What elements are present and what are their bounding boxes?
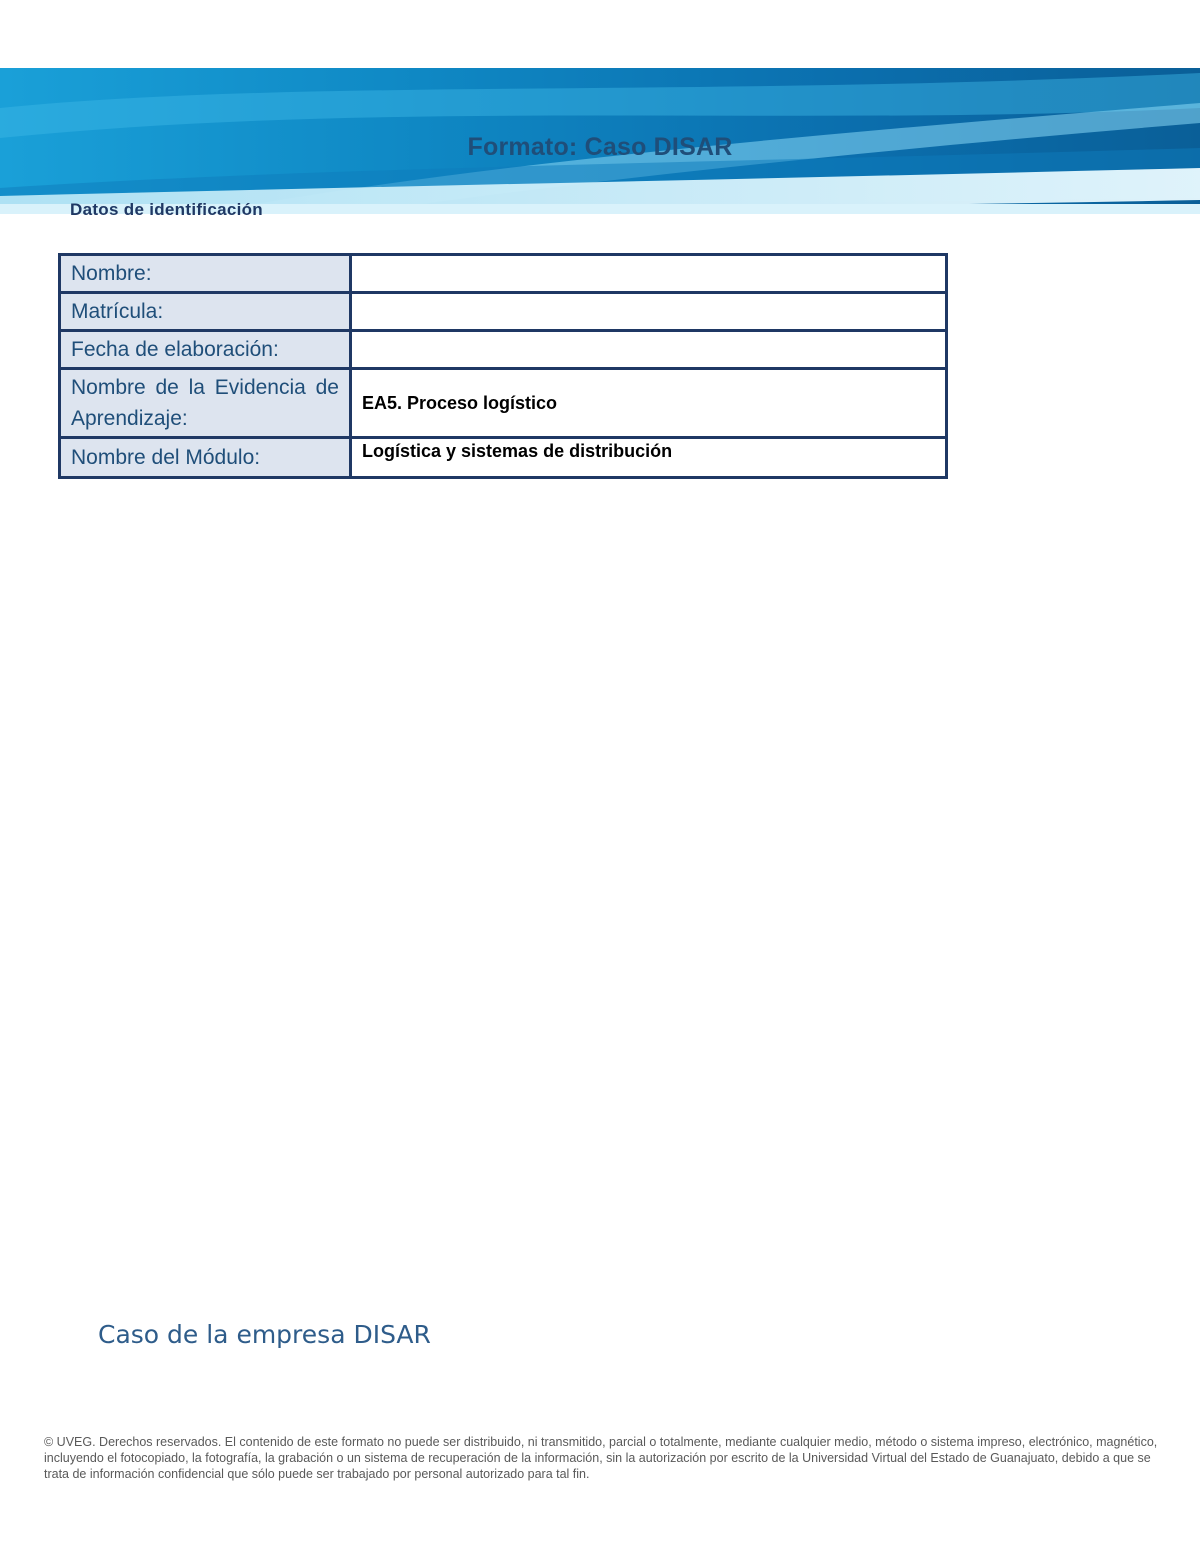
date-field[interactable] [351, 331, 947, 369]
enrollment-field[interactable] [351, 293, 947, 331]
identification-heading: Datos de identificación [70, 200, 263, 219]
page-title: Formato: Caso DISAR [467, 133, 733, 161]
module-field[interactable]: Logística y sistemas de distribución [351, 438, 947, 478]
name-label: Nombre: [60, 255, 351, 293]
enrollment-label: Matrícula: [60, 293, 351, 331]
table-row [60, 255, 947, 293]
evidence-label: Nombre de la Evidencia de Aprendizaje: [60, 369, 351, 438]
table-row [60, 369, 947, 438]
module-label: Nombre del Módulo: [60, 438, 351, 478]
copyright-notice: © UVEG. Derechos reservados. El contenido de este formato no puede ser distribuido, ni transmitido, parcial o totalmente, mediante cualquier medio, método o sistema impreso, electrónico, magnético, incluyendo el fotocopiado, la fotografía, la grabación o un sistema de recuperación de la información, sin la autorización por escrito de la Universidad Virtual del Estado de Guanajuato, debido a que se trata de información confidencial que sólo puede ser trabajado por personal autorizado para tal fin. [44, 1435, 1158, 1481]
table-row [60, 438, 947, 478]
name-field[interactable] [351, 255, 947, 293]
identification-table [58, 253, 948, 479]
date-label: Fecha de elaboración: [60, 331, 351, 369]
evidence-field[interactable]: EA5. Proceso logístico [351, 369, 947, 438]
table-row [60, 293, 947, 331]
table-row [60, 331, 947, 369]
case-heading: Caso de la empresa DISAR [98, 1320, 431, 1349]
